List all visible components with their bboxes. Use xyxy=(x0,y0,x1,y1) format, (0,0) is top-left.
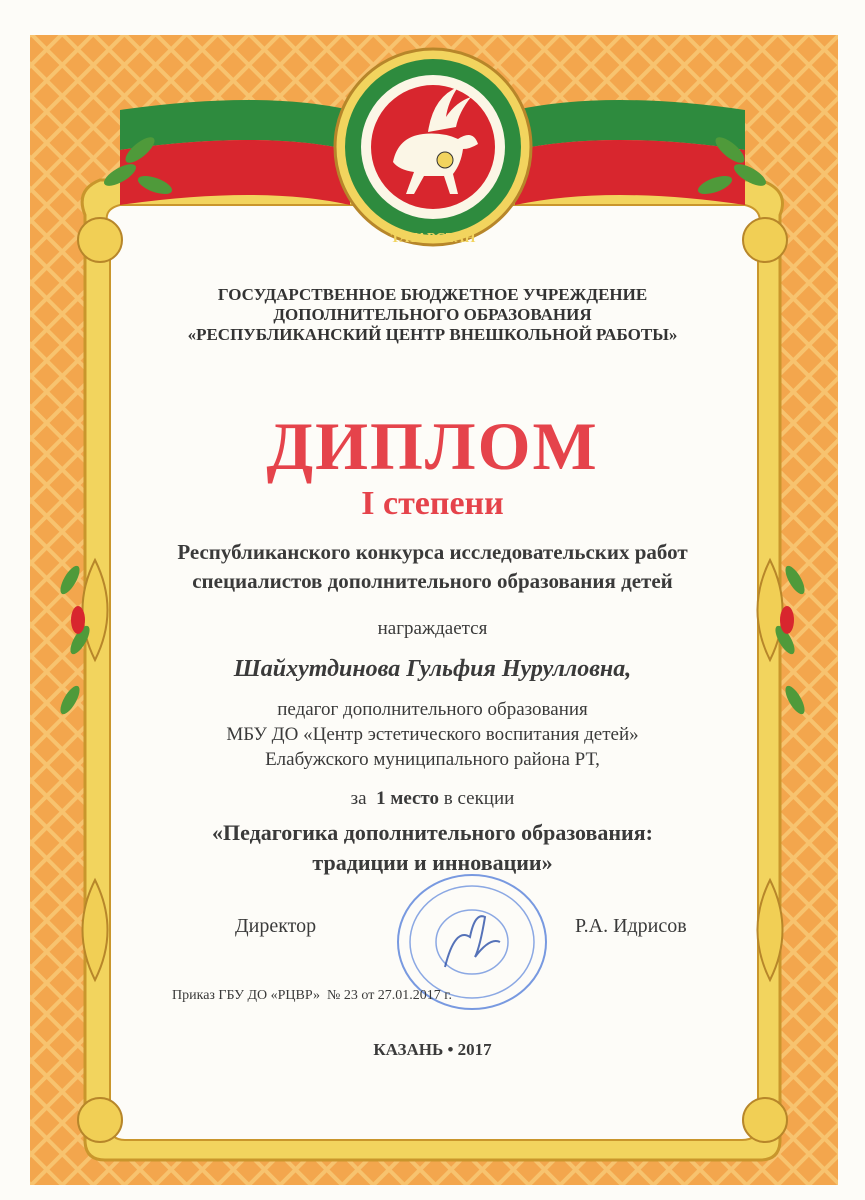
contest-line-2: специалистов дополнительного образования детей xyxy=(192,569,673,593)
place-line xyxy=(0,788,865,810)
organization-line-1: ГОСУДАРСТВЕННОЕ БЮДЖЕТНОЕ УЧРЕЖДЕНИЕ xyxy=(217,285,648,304)
recipient-position xyxy=(0,697,865,772)
organization-line-2: ДОПОЛНИТЕЛЬНОГО ОБРАЗОВАНИЯ xyxy=(273,305,592,324)
awarded-label: награждается xyxy=(377,618,488,639)
director-label: Директор xyxy=(235,915,317,937)
footer-city-year: КАЗАНЬ • 2017 xyxy=(373,1040,492,1059)
contest-name xyxy=(0,538,865,596)
contest-line-1: Республиканского конкурса исследовательских работ xyxy=(177,540,688,564)
section-name xyxy=(0,818,865,878)
position-line-2: МБУ ДО «Центр эстетического воспитания детей» xyxy=(226,724,639,745)
position-line-1: педагог дополнительного образования xyxy=(277,699,588,720)
position-line-3: Елабужского муниципального района РТ, xyxy=(265,749,600,770)
order-reference: Приказ ГБУ ДО «РЦВР» № 23 от 27.01.2017 г. xyxy=(172,988,452,1003)
organization-line-3: «РЕСПУБЛИКАНСКИЙ ЦЕНТР ВНЕШКОЛЬНОЙ РАБОТЫ» xyxy=(187,325,678,344)
place-value: 1 место xyxy=(376,788,439,809)
section-line-2: традиции и инновации» xyxy=(312,850,553,875)
tatarstan-emblem xyxy=(333,42,533,252)
place-suffix: в секции xyxy=(443,788,515,809)
recipient-name: Шайхутдинова Гульфия Нурулловна, xyxy=(233,656,632,682)
section-line-1: «Педагогика дополнительного образования: xyxy=(212,820,653,845)
emblem-ring-text: ТАТАРСТАН xyxy=(390,231,476,246)
diploma-degree: I степени xyxy=(361,485,504,522)
organization-header xyxy=(0,285,865,345)
diploma-title: ДИПЛОМ xyxy=(266,408,599,484)
director-name: Р.А. Идрисов xyxy=(575,915,687,937)
place-prefix: за xyxy=(350,788,367,809)
